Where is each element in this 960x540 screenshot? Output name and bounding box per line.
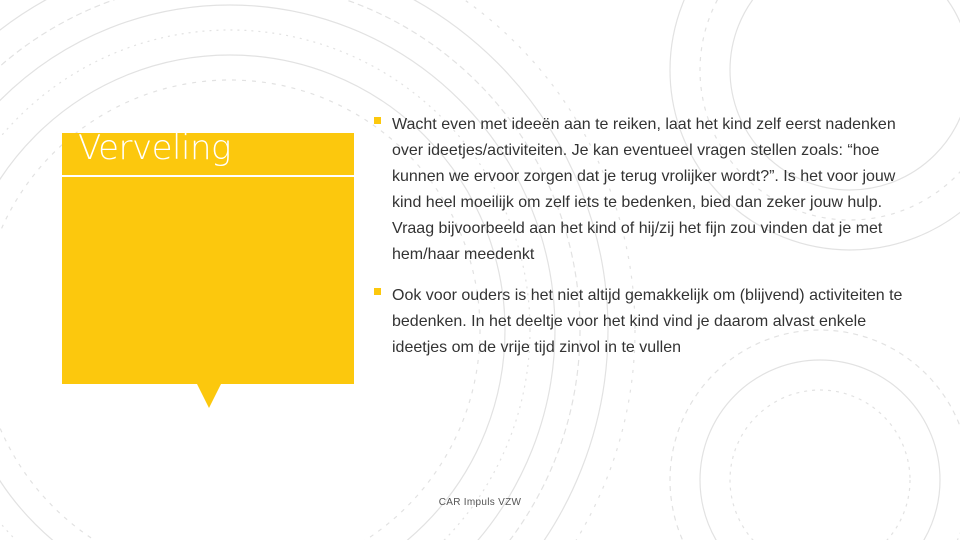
square-bullet-icon <box>374 288 381 295</box>
title-card-pointer <box>197 384 221 408</box>
bullet-item-2 <box>373 283 903 361</box>
slide-title: Verveling <box>78 128 231 168</box>
bullet-item-1 <box>373 112 903 268</box>
bullet-text-2: Ook voor ouders is het niet altijd gemakkelijk om (blijvend) activiteiten te bedenken. In het deeltje voor het kind vind je daarom alvast enkele ideetjes om de vrije tijd zinvol in te vullen <box>392 287 903 356</box>
title-card-divider <box>62 175 354 177</box>
square-bullet-icon <box>374 117 381 124</box>
bullet-text-1: Wacht even met ideeën aan te reiken, laat het kind zelf eerst nadenken over ideetjes/activiteiten. Je kan eventueel vragen stellen zoals: “hoe kunnen we ervoor zorgen dat je terug vrolijker wordt?”. Is het voor jouw kind heel moeilijk om zelf iets te bedenken, bied dan zeker jouw hulp. Vraag bijvoorbeeld aan het kind of hij/zij het fijn zou vinden dat je met hem/haar meedenkt <box>392 116 896 263</box>
bullet-list <box>373 112 903 376</box>
title-card <box>62 133 354 384</box>
footer-text: CAR Impuls VZW <box>438 497 522 508</box>
